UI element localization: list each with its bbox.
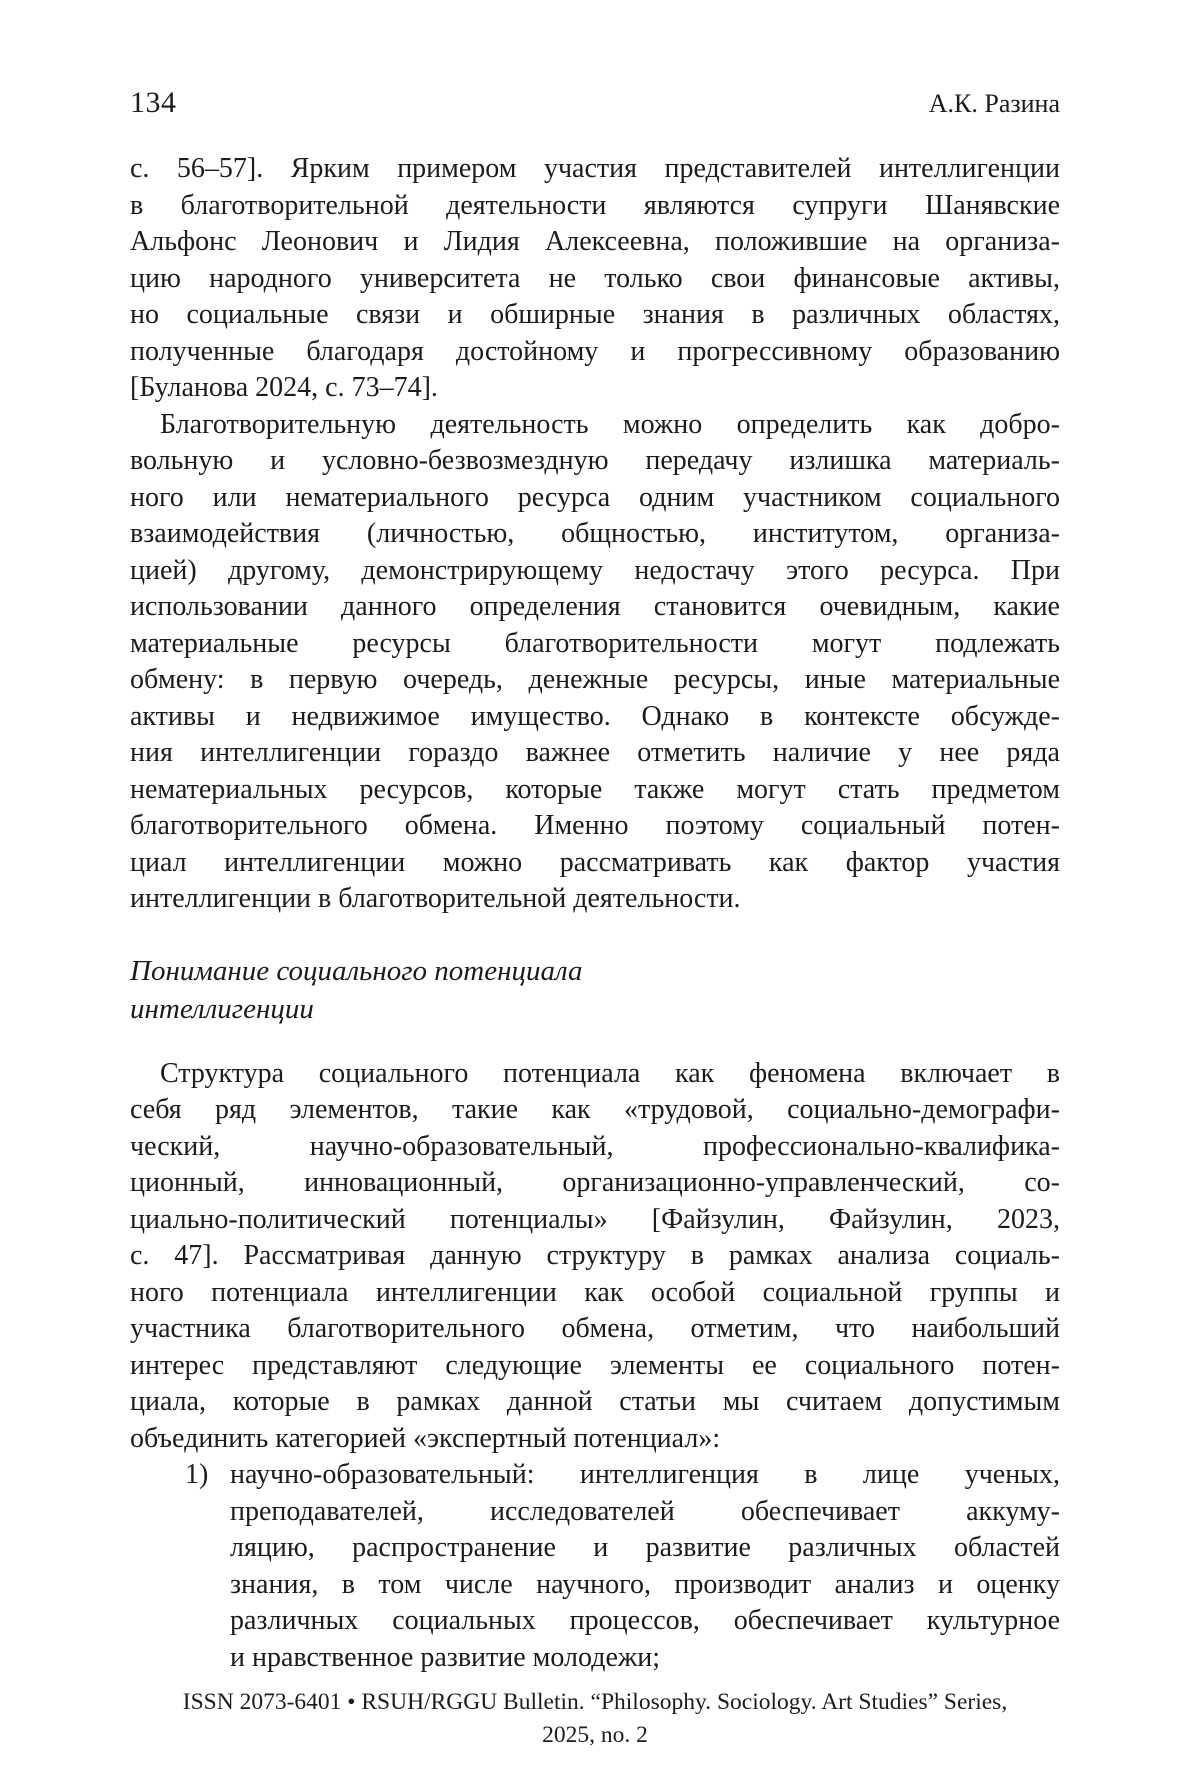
text-line: цию народного университета не только свои финансовые активы,	[130, 262, 1060, 294]
heading-line: интеллигенции	[130, 992, 314, 1025]
text-line: циала, которые в рамках данной статьи мы считаем допустимым	[130, 1386, 1060, 1417]
text-line: ния интеллигенции гораздо важнее отметить наличие у нее ряда	[130, 737, 1060, 768]
text-line: различных социальных процессов, обеспечивает культурное	[230, 1605, 1060, 1636]
text-line: ционный, инновационный, организационно-управленческий, со-	[130, 1167, 1060, 1198]
text-line: но социальные связи и обширные знания в различных областях,	[130, 299, 1060, 330]
text-line: использовании данного определения становится очевидным, какие	[130, 591, 1060, 622]
text-line: обмену: в первую очередь, денежные ресурсы, иные материальные	[130, 664, 1060, 695]
text-line: участника благотворительного обмена, отметим, что наибольший	[130, 1313, 1060, 1344]
text-line: ческий, научно-образовательный, профессионально-квалифика-	[130, 1130, 1060, 1162]
text-line: научно-образовательный: интеллигенция в лице ученых,	[230, 1459, 1060, 1490]
footer-line: 2025, no. 2	[542, 1722, 648, 1748]
text-line: преподавателей, исследователей обеспечивает аккуму-	[230, 1495, 1060, 1527]
text-line: себя ряд элементов, такие как «трудовой, социально-демографи-	[130, 1094, 1060, 1125]
text-line: интеллигенции в благотворительной деятельности.	[130, 883, 741, 914]
text-line: [Буланова 2024, с. 73–74].	[130, 372, 438, 403]
text-line: цией) другому, демонстрирующему недостачу этого ресурса. При	[130, 554, 1060, 586]
text-line: полученные благодаря достойному и прогрессивному образованию	[130, 335, 1060, 367]
text-line: циально-политический потенциалы» [Файзулин, Файзулин, 2023,	[130, 1203, 1060, 1235]
page-footer	[130, 1686, 1060, 1752]
text-line: циал интеллигенции можно рассматривать как фактор участия	[130, 846, 1060, 878]
list-item-lines	[230, 1457, 1060, 1676]
list-item-marker: 1)	[185, 1459, 209, 1490]
text-line: Благотворительную деятельность можно определить как добро-	[160, 408, 1060, 440]
text-line: взаимодействия (личностью, общностью, институтом, организа-	[130, 518, 1060, 549]
page-number: 134	[130, 86, 177, 119]
text-line: вольную и условно-безвозмездную передачу излишка материаль-	[130, 445, 1060, 476]
numbered-list-item-1	[130, 1457, 1060, 1676]
text-line: объединить категорией «экспертный потенциал»:	[130, 1422, 721, 1454]
running-head	[130, 88, 1060, 119]
text-line: с. 56–57]. Ярким примером участия представителей интеллигенции	[130, 153, 1060, 184]
heading-line: Понимание социального потенциала	[130, 954, 583, 987]
text-line: ного или нематериального ресурса одним участником социального	[130, 481, 1060, 513]
text-line: с. 47]. Рассматривая данную структуру в рамках анализа социаль-	[130, 1240, 1060, 1271]
text-line: благотворительного обмена. Именно поэтому социальный потен-	[130, 810, 1060, 841]
running-head-author: А.К. Разина	[928, 89, 1060, 118]
text-line: Альфонс Леонович и Лидия Алексеевна, положившие на организа-	[130, 226, 1060, 257]
section-heading	[130, 952, 1060, 1028]
paragraph-3	[130, 1056, 1060, 1458]
footer-line: ISSN 2073-6401 • RSUH/RGGU Bulletin. “Philosophy. Sociology. Art Studies” Series,	[182, 1689, 1008, 1715]
text-line: интерес представляют следующие элементы ее социального потен-	[130, 1349, 1060, 1381]
text-line: знания, в том числе научного, производит анализ и оценку	[230, 1568, 1060, 1600]
text-line: нематериальных ресурсов, которые также могут стать предметом	[130, 773, 1060, 805]
text-line: ного потенциала интеллигенции как особой социальной группы и	[130, 1276, 1060, 1308]
page-body	[130, 151, 1060, 1676]
text-line: материальные ресурсы благотворительности могут подлежать	[130, 627, 1060, 659]
paragraph-2	[130, 407, 1060, 918]
text-line: Структура социального потенциала как феномена включает в	[160, 1057, 1060, 1089]
paragraph-1	[130, 151, 1060, 407]
text-line: в благотворительной деятельности являются супруги Шанявские	[130, 189, 1060, 221]
text-line: ляцию, распространение и развитие различных областей	[230, 1532, 1060, 1563]
text-line: активы и недвижимое имущество. Однако в контексте обсужде-	[130, 700, 1060, 732]
text-line: и нравственное развитие молодежи;	[230, 1641, 660, 1673]
